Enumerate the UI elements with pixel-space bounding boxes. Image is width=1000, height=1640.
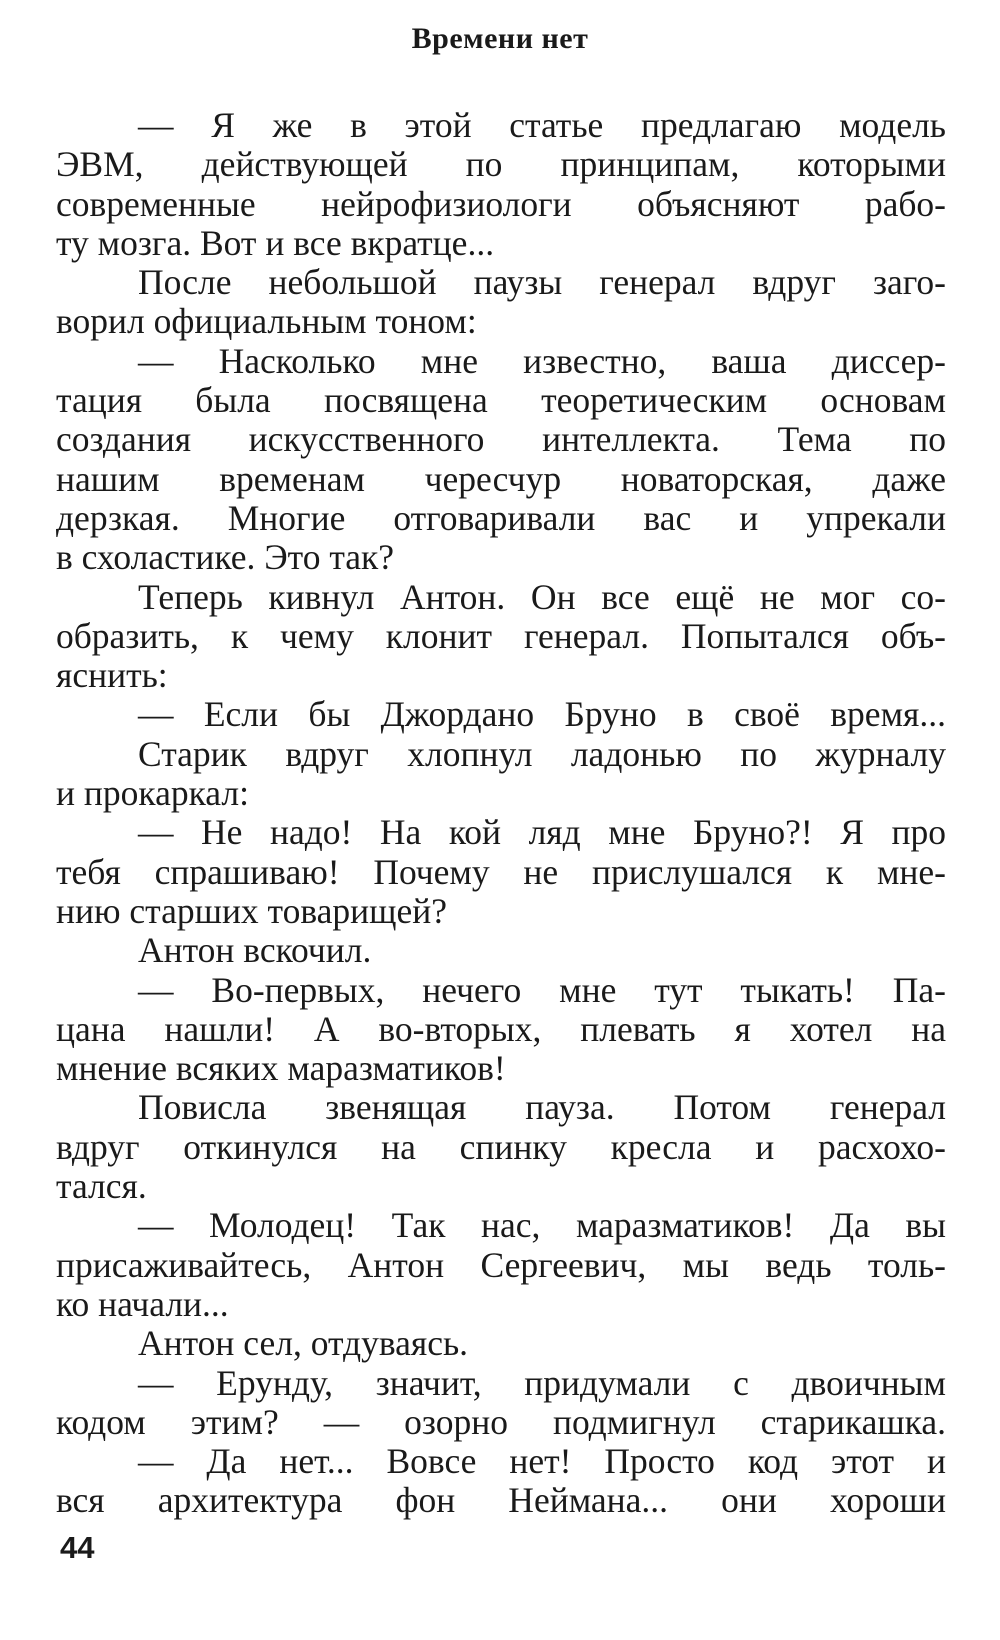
- text-line: — Я же в этой статье предлагаю модель: [138, 106, 946, 145]
- text-line: ко начали...: [56, 1284, 229, 1324]
- text-line: — Да нет... Вовсе нет! Просто код этот и: [138, 1442, 946, 1482]
- text-line: Старик вдруг хлопнул ладонью по журналу: [138, 734, 946, 774]
- text-line: Теперь кивнул Антон. Он все ещё не мог со-: [138, 577, 946, 617]
- text-line: — Ерунду, значит, придумали с двоичным: [138, 1363, 946, 1403]
- text-line: — Насколько мне известно, ваша диссер-: [138, 341, 946, 381]
- text-line: тебя спрашиваю! Почему не прислушался к мне-: [56, 852, 946, 892]
- text-line: цана нашли! А во-вторых, плевать я хотел на: [56, 1009, 946, 1049]
- text-line: дерзкая. Многие отговаривали вас и упрекали: [56, 498, 946, 538]
- text-line: вся архитектура фон Неймана... они хороши: [56, 1481, 946, 1521]
- text-line: ворил официальным тоном:: [56, 302, 477, 342]
- text-line: создания искусственного интеллекта. Тема по: [56, 420, 946, 460]
- text-line: ту мозга. Вот и все вкратце...: [56, 223, 495, 263]
- text-line: — Молодец! Так нас, маразматиков! Да вы: [138, 1206, 946, 1246]
- text-line: Антон сел, отдуваясь.: [138, 1324, 469, 1364]
- text-line: кодом этим? — озорно подмигнул старикашка.: [56, 1402, 946, 1442]
- body-text: [56, 106, 946, 1521]
- text-line: и прокаркал:: [56, 774, 249, 814]
- text-line: тался.: [56, 1167, 147, 1207]
- text-line: вдруг откинулся на спинку кресла и расхохо-: [56, 1127, 946, 1167]
- text-line: Повисла звенящая пауза. Потом генерал: [138, 1088, 946, 1128]
- text-line: тация была посвящена теоретическим основам: [56, 381, 946, 421]
- text-line: После небольшой паузы генерал вдруг заго-: [138, 263, 946, 303]
- text-line: современные нейрофизиологи объясняют рабо-: [56, 184, 946, 224]
- text-line: — Если бы Джордано Бруно в своё время...: [138, 695, 946, 735]
- text-line: Антон вскочил.: [138, 931, 372, 971]
- text-line: — Не надо! На кой ляд мне Бруно?! Я про: [138, 813, 946, 853]
- page-number: 44: [60, 1530, 95, 1565]
- text-line: — Во-первых, нечего мне тут тыкать! Па-: [138, 970, 946, 1010]
- text-line: в схоластике. Это так?: [56, 538, 395, 578]
- text-line: нашим временам чересчур новаторская, даже: [56, 459, 946, 499]
- text-line: яснить:: [56, 656, 168, 696]
- running-head: Времени нет: [411, 22, 589, 55]
- text-line: присаживайтесь, Антон Сергеевич, мы ведь толь-: [56, 1245, 946, 1285]
- text-line: ЭВМ, действующей по принципам, которыми: [56, 145, 946, 185]
- text-line: образить, к чему клонит генерал. Попытался объ-: [56, 616, 946, 656]
- text-line: мнение всяких маразматиков!: [56, 1049, 506, 1089]
- text-line: нию старших товарищей?: [56, 891, 448, 931]
